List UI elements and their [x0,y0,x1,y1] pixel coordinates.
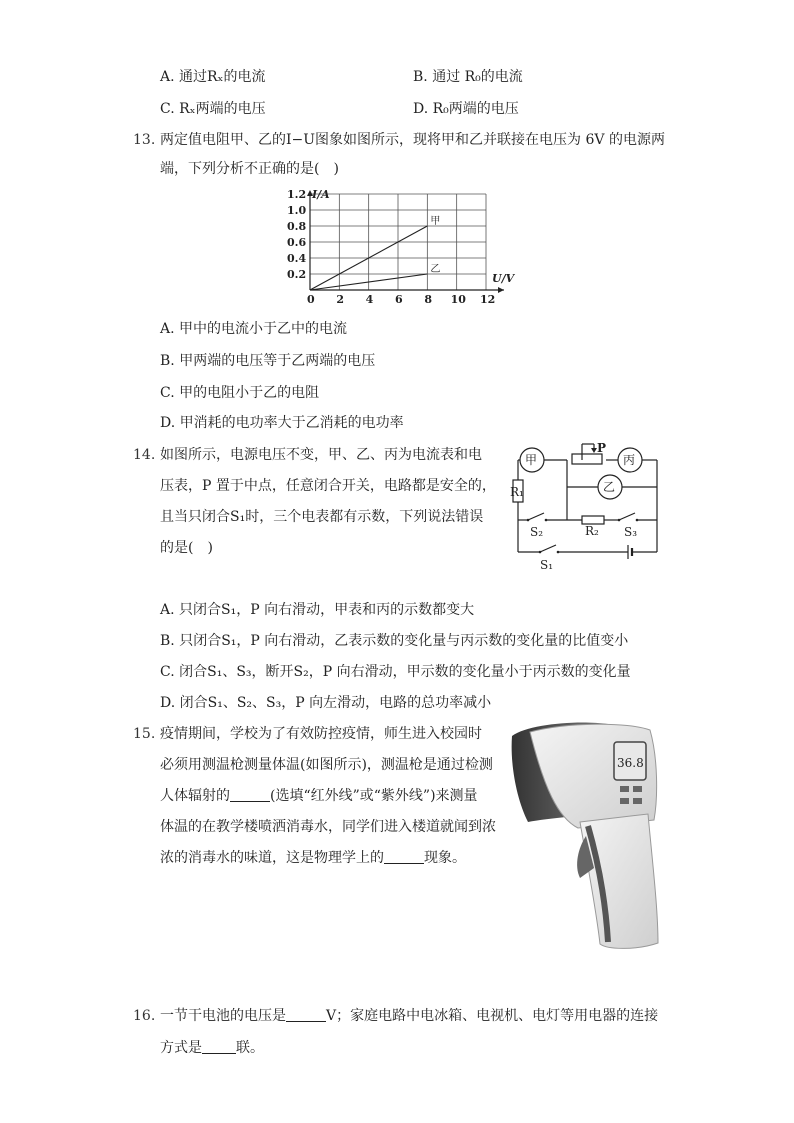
series-label: 乙 [430,264,441,275]
series-label: 甲 [430,216,441,227]
q16-number: 16. [133,1008,156,1024]
q13-stem-line2: 端，下列分析不正确的是( ) [160,161,339,177]
x-tick-label: 6 [395,293,403,306]
y-tick-label: 1.2 [287,188,307,201]
q13-option-b: B. 甲两端的电压等于乙两端的电压 [160,353,376,369]
q12-option-b: B. 通过 R₀的电流 [413,69,523,85]
q14-stem-line3: 且当只闭合S₁时，三个电表都有示数，下列说法错误 [160,509,484,525]
q12-option-d: D. R₀两端的电压 [413,101,519,117]
y-tick-label: 1.0 [287,204,307,217]
q14-option-a: A. 只闭合S₁，P 向右滑动，甲表和丙的示数都变大 [160,602,475,618]
q13-option-c: C. 甲的电阻小于乙的电阻 [160,385,320,401]
q13-option-a: A. 甲中的电流小于乙中的电流 [160,321,348,337]
x-axis-label: U/V [492,272,515,285]
meter-label-jia: 甲 [525,453,538,467]
x-tick-label: 12 [480,293,496,306]
q15-number: 15. [133,726,156,742]
q14-stem-line4: 的是( ) [160,540,213,556]
s2-label: S₂ [530,525,544,539]
q16-stem-line1 [160,1007,658,1025]
y-axis-label: I/A [312,188,330,201]
q14-number: 14. [133,447,156,463]
slider-label: P [597,441,607,455]
q16-line2-start: 方式是 [160,1040,202,1056]
answer-blank[interactable] [202,1039,236,1054]
q15-line3-start: 人体辐射的 [160,788,230,804]
answer-blank[interactable] [286,1007,326,1022]
q15-stem-line3 [160,787,478,805]
s3-label: S₃ [624,525,638,539]
meter-label-yi: 乙 [603,480,616,494]
q16-line2-end: 联。 [236,1040,264,1056]
q13-number: 13. [133,132,156,148]
x-tick-label: 4 [365,293,374,306]
q16-line1-start: 一节干电池的电压是 [160,1008,286,1024]
q14-stem-line2: 压表，P 置于中点，任意闭合开关，电路都是安全的， [160,478,496,494]
q15-stem-line4: 体温的在教学楼喷洒消毒水，同学们进入楼道就闻到浓 [160,819,496,835]
y-tick-label: 0.8 [287,220,307,233]
q15-stem-line5 [160,849,466,867]
iu-chart [280,186,515,308]
q12-option-c: C. Rₓ两端的电压 [160,101,266,117]
q14-option-c: C. 闭合S₁、S₃，断开S₂，P 向右滑动，甲示数的变化量小于丙示数的变化量 [160,664,631,680]
q14-option-b: B. 只闭合S₁，P 向右滑动，乙表示数的变化量与丙示数的变化量的比值变小 [160,633,629,649]
q12-option-a: A. 通过Rₓ的电流 [160,69,266,85]
q16-line1-end: V；家庭电路中电冰箱、电视机、电灯等用电器的连接 [326,1008,659,1024]
q14-stem-line1: 如图所示，电源电压不变，甲、乙、丙为电流表和电 [160,447,482,463]
q16-stem-line2 [160,1039,264,1057]
x-tick-label: 8 [424,293,432,306]
x-tick-label: 0 [307,293,315,306]
thermometer-gun-image [508,718,668,953]
q15-line3-end: (选填“红外线”或“紫外线”)来测量 [270,788,478,804]
r2-label: R₂ [585,524,599,538]
display-reading: 36.8 [617,756,644,770]
circuit-diagram [500,440,665,572]
x-tick-label: 2 [336,293,344,306]
answer-blank[interactable] [384,849,424,864]
q13-stem-line1: 两定值电阻甲、乙的I−U图象如图所示，现将甲和乙并联接在电压为 6V 的电源两 [160,132,665,148]
q15-line5-end: 现象。 [424,850,466,866]
x-axis-arrow [498,287,504,293]
y-tick-label: 0.6 [287,236,307,249]
q15-stem-line1: 疫情期间，学校为了有效防控疫情，师生进入校园时 [160,726,482,742]
s1-label: S₁ [540,558,554,572]
r1-label: R₁ [510,485,524,499]
q13-option-d: D. 甲消耗的电功率大于乙消耗的电功率 [160,415,404,431]
q14-option-d: D. 闭合S₁、S₂、S₃，P 向左滑动，电路的总功率减小 [160,695,492,711]
q15-line5-start: 浓的消毒水的味道，这是物理学上的 [160,850,384,866]
y-tick-label: 0.4 [287,252,307,265]
y-tick-label: 0.2 [287,268,307,281]
q15-stem-line2: 必须用测温枪测量体温(如图所示)，测温枪是通过检测 [160,757,493,773]
x-tick-label: 10 [450,293,466,306]
answer-blank[interactable] [230,787,270,802]
meter-label-bing: 丙 [623,453,636,467]
